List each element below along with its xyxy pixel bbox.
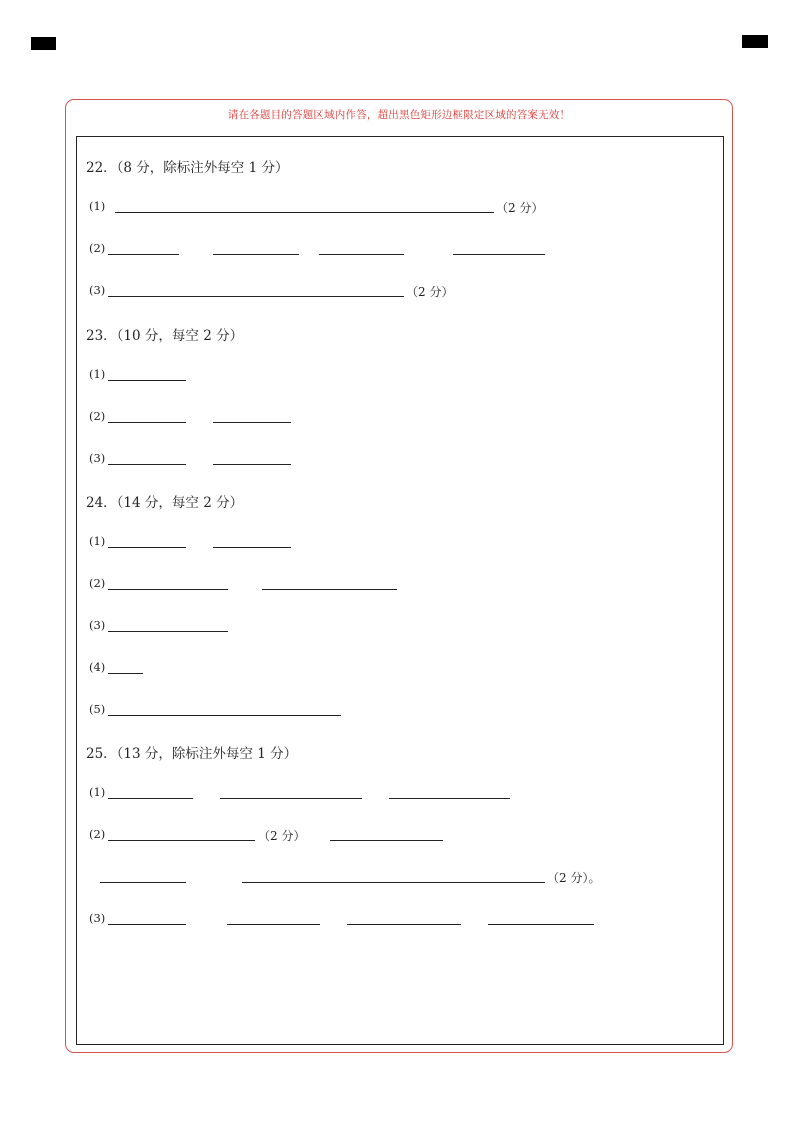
q23-label-2: (2) (89, 409, 106, 423)
q24-2-blank-b[interactable] (262, 589, 397, 590)
q24-1-blank-a[interactable] (108, 547, 186, 548)
q23-label-1: (1) (89, 367, 106, 381)
q24-label-4: (4) (89, 660, 106, 674)
q25-1-blank-c[interactable] (389, 798, 510, 799)
q22-1-points: （2 分） (496, 201, 544, 215)
q23-2-blank-b[interactable] (213, 422, 291, 423)
q25-label-2: (2) (89, 827, 106, 841)
q22-header: 22．（8 分，除标注外每空 1 分） (86, 160, 289, 176)
q25-2-blank-d[interactable] (242, 882, 545, 883)
answer-area-notice: 请在各题目的答题区域内作答，超出黑色矩形边框限定区域的答案无效！ (227, 109, 571, 121)
q24-label-2: (2) (89, 576, 106, 590)
q25-2-blank-b[interactable] (330, 840, 443, 841)
q23-3-blank-a[interactable] (108, 464, 186, 465)
q22-2-blank-a[interactable] (108, 254, 179, 255)
alignment-marker-right (742, 35, 768, 48)
q25-2-blank-c[interactable] (100, 882, 186, 883)
q24-3-blank[interactable] (108, 631, 228, 632)
q25-label-3: (3) (89, 911, 106, 925)
q23-3-blank-b[interactable] (213, 464, 291, 465)
alignment-marker-left (31, 37, 56, 50)
q24-label-3: (3) (89, 618, 106, 632)
q22-2-blank-b[interactable] (213, 254, 299, 255)
q22-1-blank[interactable] (115, 212, 494, 213)
q22-2-blank-c[interactable] (319, 254, 404, 255)
q22-label-3: (3) (89, 283, 106, 297)
q24-4-blank[interactable] (108, 673, 143, 674)
q25-2-blank-a[interactable] (108, 840, 255, 841)
q25-label-1: (1) (89, 785, 106, 799)
q25-3-blank-b[interactable] (227, 924, 320, 925)
q22-label-1: (1) (89, 199, 106, 213)
q24-5-blank[interactable] (108, 715, 341, 716)
q25-3-blank-c[interactable] (347, 924, 461, 925)
q22-2-blank-d[interactable] (453, 254, 545, 255)
q23-header: 23．（10 分，每空 2 分） (86, 328, 244, 344)
q25-header: 25．（13 分，除标注外每空 1 分） (86, 746, 298, 762)
q22-3-points: （2 分） (406, 285, 454, 299)
q25-2-points-b: （2 分）。 (547, 871, 601, 885)
q24-1-blank-b[interactable] (213, 547, 291, 548)
q23-1-blank[interactable] (108, 380, 186, 381)
q24-header: 24．（14 分，每空 2 分） (86, 495, 244, 511)
q23-2-blank-a[interactable] (108, 422, 186, 423)
q22-3-blank[interactable] (108, 296, 404, 297)
q25-1-blank-a[interactable] (108, 798, 193, 799)
q25-3-blank-d[interactable] (488, 924, 594, 925)
answer-box (76, 136, 724, 1045)
q25-2-points-a: （2 分） (258, 829, 306, 843)
q22-label-2: (2) (89, 241, 106, 255)
q25-1-blank-b[interactable] (220, 798, 362, 799)
q23-label-3: (3) (89, 451, 106, 465)
q24-label-5: (5) (89, 702, 106, 716)
q24-2-blank-a[interactable] (108, 589, 228, 590)
q24-label-1: (1) (89, 534, 106, 548)
q25-3-blank-a[interactable] (108, 924, 186, 925)
